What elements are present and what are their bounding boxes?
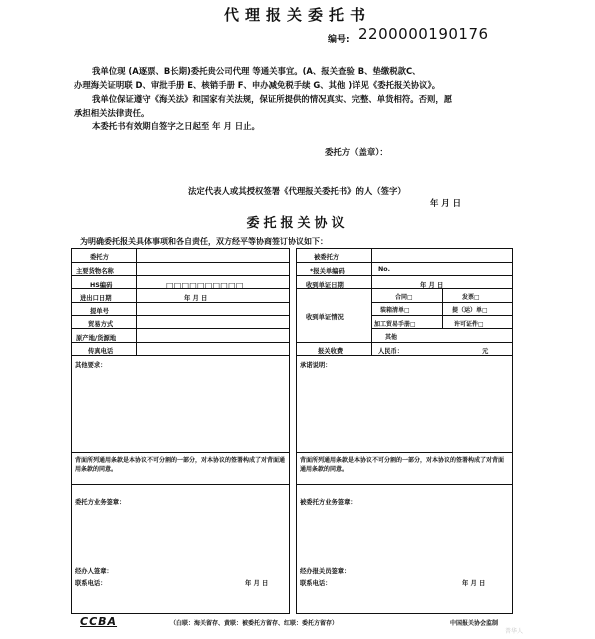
auth-line-3: 我单位保证遵守《海关法》和国家有关法规，保证所提供的情况真实、完整、单货相符。否则，愿: [92, 94, 453, 104]
field-declaration-no: *报关单编码: [310, 268, 345, 275]
auth-line-1: 我单位现 (A逐票、B长期)委托贵公司代理 等通关事宜。(A、报关查验 B、垫缴税款C、: [92, 66, 421, 76]
field-origin: 原产地/货源地: [76, 335, 117, 342]
agent-handler-label: 经办报关员签章：: [300, 568, 351, 575]
field-goods-name: 主要货物名称: [76, 268, 114, 275]
agent-sign-date: 年 月 日: [462, 580, 486, 587]
commitment-label: 承诺说明：: [300, 362, 332, 369]
ccba-logo: CCBA: [80, 615, 118, 628]
agreement-title: 委托报关协议: [246, 216, 349, 231]
left-terms-text: 背面所列通用条款是本协议不可分割的一部分，对本协议的签署构成了对背面通用条款的同意。: [75, 457, 286, 473]
watermark: 普华人: [505, 628, 524, 635]
field-principal: 委托方: [90, 254, 109, 261]
principal-handler-label: 经办人签章：: [75, 568, 113, 575]
printer-note: 中国报关协会监制: [450, 620, 499, 627]
field-doc-received-status: 收到单证情况: [306, 314, 344, 321]
field-fax-phone: 传真电话: [88, 348, 114, 355]
doc-received-date-value[interactable]: 年 月 日: [420, 282, 444, 289]
principal-sign-date: 年 月 日: [245, 580, 269, 587]
field-trade-mode: 贸易方式: [88, 321, 114, 328]
checkbox-processing-manual[interactable]: 加工贸易手册□: [374, 321, 416, 328]
checkbox-invoice[interactable]: 发票□: [462, 294, 480, 301]
document-title: 代理报关委托书: [223, 6, 371, 24]
serial-number: 2200000190176: [358, 25, 489, 43]
other-requirements-label: 其他要求：: [75, 362, 107, 369]
checkbox-contract[interactable]: 合同□: [395, 294, 413, 301]
fee-unit: 元: [482, 348, 489, 355]
serial-label: 编号:: [328, 35, 350, 45]
other-docs-label: 其他: [385, 334, 398, 341]
field-import-export-date: 进出口日期: [80, 295, 112, 302]
principal-phone-label: 联系电话：: [75, 580, 107, 587]
hs-code-boxes[interactable]: □□□□□□□□□□: [166, 281, 244, 290]
auth-line-4: 承担相关法律责任。: [74, 108, 150, 118]
auth-validity: 本委托书有效期自签字之日起至 年 月 日止。: [92, 121, 260, 131]
principal-sign-label: 委托方业务签章：: [75, 499, 126, 506]
import-export-date-value[interactable]: 年 月 日: [184, 295, 208, 302]
field-bill-of-lading: 提单号: [90, 308, 109, 315]
agent-sign-label: 被委托方业务签章：: [300, 499, 357, 506]
auth-line-2: 办理海关证明联 D、审批手册 E、核销手册 F、申办减免税手续 G、其他 )详见《委托报关协议》。: [74, 80, 441, 90]
right-terms-text: 背面所列通用条款是本协议不可分割的一部分，对本协议的签署构成了对背面通用条款的同意。: [300, 457, 505, 473]
checkbox-bill-of-lading[interactable]: 提（运）单□: [452, 307, 488, 314]
copies-note: （白联：海关留存、黄联：被委托方留存、红联：委托方留存）: [170, 620, 339, 627]
auth-date: 年 月 日: [430, 198, 461, 208]
field-customs-fee: 报关收费: [318, 348, 344, 355]
signature-label: 法定代表人或其授权签署《代理报关委托书》的人（签字）: [188, 186, 406, 196]
declaration-no-prefix: No.: [378, 266, 390, 273]
checkbox-license[interactable]: 许可证件□: [454, 321, 484, 328]
principal-seal-label: 委托方（盖章）：: [325, 147, 388, 157]
agreement-intro: 为明确委托报关具体事项和各自责任，双方经平等协商签订协议如下：: [80, 237, 328, 246]
checkbox-packing-list[interactable]: 装箱清单□: [380, 307, 410, 314]
fee-currency-label: 人民币：: [378, 348, 404, 355]
agent-phone-label: 联系电话：: [300, 580, 332, 587]
field-doc-received-date: 收到单证日期: [306, 282, 344, 289]
field-agent: 被委托方: [314, 254, 340, 261]
field-hs-code: HS编码: [90, 282, 113, 289]
